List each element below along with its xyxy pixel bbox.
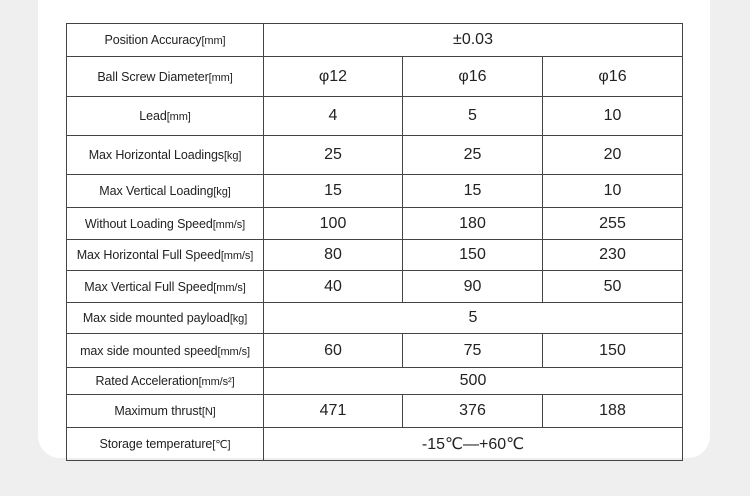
- row-label: [67, 97, 264, 136]
- row-unit: [mm]: [201, 35, 226, 47]
- merged-value: 500: [264, 368, 683, 395]
- value-cell: 20: [543, 136, 683, 175]
- table-row: [67, 240, 683, 271]
- value-cell: 80: [264, 240, 403, 271]
- table-row: [67, 175, 683, 208]
- value-cell: 15: [403, 175, 543, 208]
- row-label: [67, 303, 264, 334]
- row-label-text: Lead: [139, 109, 167, 123]
- table-row: [67, 208, 683, 240]
- row-label-text: Without Loading Speed: [84, 216, 213, 231]
- row-label: [67, 175, 264, 208]
- value-cell: 150: [403, 240, 543, 271]
- row-unit: [kg]: [213, 186, 231, 198]
- value-cell: 230: [543, 240, 683, 271]
- table-row: [67, 428, 683, 461]
- spec-table: [66, 23, 683, 461]
- row-label: [67, 334, 264, 368]
- merged-value: -15℃—+60℃: [264, 428, 683, 461]
- row-label: [67, 24, 264, 57]
- row-label: [67, 428, 264, 461]
- value-cell: 150: [543, 334, 683, 368]
- row-label-text: Maximum thrust: [114, 404, 202, 418]
- row-label-text: Rated Acceleration: [95, 374, 199, 388]
- row-unit: [mm/s]: [212, 218, 246, 231]
- value-cell: 50: [543, 271, 683, 303]
- value-cell: 40: [264, 271, 403, 303]
- row-label-text: Max Vertical Loading: [99, 184, 214, 198]
- row-unit: [mm/s²]: [198, 376, 235, 388]
- value-cell: 5: [403, 97, 543, 136]
- value-cell: 10: [543, 175, 683, 208]
- row-label-text: Position Accuracy: [104, 33, 202, 47]
- value-cell: 255: [543, 208, 683, 240]
- row-unit: [mm]: [208, 71, 233, 84]
- row-unit: [mm/s]: [213, 281, 246, 294]
- table-row: [67, 368, 683, 395]
- row-label: [67, 395, 264, 428]
- row-label-text: max side mounted speed: [80, 343, 218, 358]
- row-label: [67, 208, 264, 240]
- row-label-text: Max Horizontal Full Speed: [76, 248, 221, 262]
- table-row: [67, 303, 683, 334]
- table-row: [67, 334, 683, 368]
- merged-value: 5: [264, 303, 683, 334]
- row-unit: [N]: [201, 406, 216, 418]
- value-cell: φ16: [403, 57, 543, 97]
- table-row: [67, 395, 683, 428]
- table-row: [67, 57, 683, 97]
- value-cell: 60: [264, 334, 403, 368]
- table-row: [67, 271, 683, 303]
- row-unit: [mm/s]: [220, 250, 254, 262]
- row-unit: [kg]: [229, 313, 248, 325]
- value-cell: 75: [403, 334, 543, 368]
- row-label: [67, 136, 264, 175]
- row-label-text: Ball Screw Diameter: [97, 69, 209, 84]
- value-cell: 25: [264, 136, 403, 175]
- row-label-text: Max side mounted payload: [82, 311, 230, 325]
- row-label: [67, 240, 264, 271]
- value-cell: 188: [543, 395, 683, 428]
- table-row: [67, 97, 683, 136]
- value-cell: 376: [403, 395, 543, 428]
- value-cell: 471: [264, 395, 403, 428]
- row-unit: [mm]: [166, 111, 191, 123]
- value-cell: 90: [403, 271, 543, 303]
- row-label-text: Max Vertical Full Speed: [84, 279, 214, 294]
- value-cell: 100: [264, 208, 403, 240]
- value-cell: 180: [403, 208, 543, 240]
- value-cell: 15: [264, 175, 403, 208]
- row-label: [67, 57, 264, 97]
- value-cell: φ16: [543, 57, 683, 97]
- row-label-text: Storage temperature: [99, 437, 213, 451]
- row-label: [67, 271, 264, 303]
- row-unit: [℃]: [212, 439, 231, 451]
- value-cell: 4: [264, 97, 403, 136]
- value-cell: φ12: [264, 57, 403, 97]
- table-row: [67, 24, 683, 57]
- row-unit: [kg]: [223, 150, 242, 162]
- value-cell: 10: [543, 97, 683, 136]
- row-label-text: Max Horizontal Loadings: [88, 148, 224, 162]
- row-unit: [mm/s]: [217, 345, 250, 358]
- merged-value: ±0.03: [264, 24, 683, 57]
- table-row: [67, 136, 683, 175]
- row-label: [67, 368, 264, 395]
- value-cell: 25: [403, 136, 543, 175]
